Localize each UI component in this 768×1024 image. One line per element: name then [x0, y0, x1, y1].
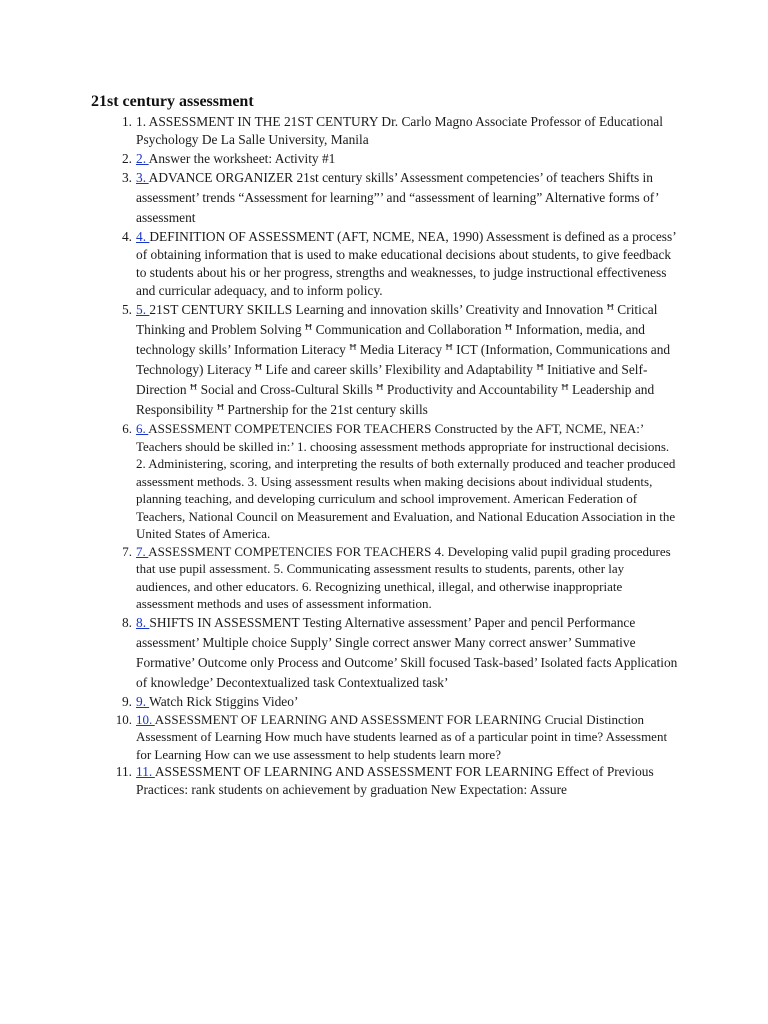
document-title: 21st century assessment: [91, 93, 254, 110]
slide-link[interactable]: 11.: [136, 764, 155, 779]
slide-link[interactable]: 9.: [136, 693, 150, 709]
list-item-text: 21ST CENTURY SKILLS Learning and innovation skills’ Creativity and Innovation ꟸ Critical Thinking and Problem Solving ꟸ Communication and Collaboration ꟸ Information, media, and technology skills’ Information Literacy ꟸ Media Literacy ꟸ ICT (Information, Communications and Technology) Literacy ꟸ Life and career skills’ Flexibility and Adaptability ꟸ Initiative and Self-Direction ꟸ Social and Cross-Cultural Skills ꟸ Productivity and Accountability ꟸ Leadership and Responsibility ꟸ Partnership for the 21st century skills: [136, 302, 671, 417]
list-item-text: 1. ASSESSMENT IN THE 21ST CENTURY Dr. Carlo Magno Associate Professor of Educational Psychology De La Salle University, Manila: [136, 114, 663, 147]
list-item: [0, 168, 681, 228]
list-item: [0, 543, 681, 613]
list-item-text: ASSESSMENT COMPETENCIES FOR TEACHERS 4. Developing valid pupil grading procedures that use pupil assessment. 5. Communicating assessment results to students, parents, other lay audiences, and other educators. 6. Recognizing unethical, illegal, and otherwise inappropriate assessment methods and uses of assessment information.: [136, 543, 671, 611]
list-item: [0, 693, 681, 711]
list-number: 3.: [121, 170, 132, 185]
list-item: [0, 420, 681, 543]
slide-link[interactable]: 8.: [136, 614, 150, 630]
list-item-text: ASSESSMENT COMPETENCIES FOR TEACHERS Constructed by the AFT, NCME, NEA:’ Teachers should be skilled in:’ 1. choosing assessment methods appropriate for instructional decisions. 2. Administering, scoring, and interpreting the results of both externally produced and teacher produced assessment methods. 3. Using assessment results when making decisions about individual students, planning teaching, and developing curriculum and school improvement. American Federation of Teachers, National Council on Measurement and Evaluation, and National Education Association in the United States of America.: [136, 421, 676, 541]
list-item-text: ASSESSMENT OF LEARNING AND ASSESSMENT FOR LEARNING Crucial Distinction Assessment of Learning How much have students learned as of a particular point in time? Assessment for Learning How can we use assessment to help students learn more?: [136, 711, 668, 762]
list-number: 11.: [115, 764, 132, 779]
list-item-text: DEFINITION OF ASSESSMENT (AFT, NCME, NEA, 1990) Assessment is defined as a process’ of obtaining information that is used to make educational decisions about students, to give feedback to students about his or her progress, strengths and weaknesses, to judge instructional effectiveness and curricular adequacy, and to inform policy.: [136, 229, 676, 298]
list-number: 9.: [121, 693, 132, 709]
slide-link[interactable]: 2.: [136, 151, 149, 166]
slide-link[interactable]: 5.: [136, 302, 150, 317]
list-number: 10.: [115, 711, 132, 727]
list-item: [0, 113, 681, 149]
slide-link[interactable]: 7.: [136, 543, 149, 559]
list-item: [0, 613, 681, 693]
slide-link[interactable]: 3.: [136, 170, 149, 185]
slide-link[interactable]: 6.: [136, 421, 149, 436]
list-item: [0, 763, 681, 799]
list-number: 1.: [121, 114, 132, 129]
list-item-text: ASSESSMENT OF LEARNING AND ASSESSMENT FOR LEARNING Effect of Previous Practices: rank students on achievement by graduation New Expectation: Assure: [136, 764, 654, 797]
list-item: [0, 711, 681, 764]
slide-list: [0, 113, 768, 799]
slide-link[interactable]: 10.: [136, 711, 155, 727]
list-item-text: ADVANCE ORGANIZER 21st century skills’ Assessment competencies’ of teachers Shifts in assessment’ trends “Assessment for learning”’ and “assessment of learning” Alternative forms of’ assessment: [136, 170, 659, 225]
list-number: 2.: [121, 151, 132, 166]
list-item-text: Watch Rick Stiggins Video’: [149, 693, 299, 709]
list-item: [0, 228, 681, 300]
slide-link[interactable]: 4.: [136, 229, 150, 244]
list-item: [0, 150, 681, 168]
list-item: [0, 300, 681, 420]
list-item-text: Answer the worksheet: Activity #1: [148, 151, 336, 166]
list-number: 7.: [122, 543, 132, 559]
list-number: 4.: [121, 229, 132, 244]
list-number: 5.: [121, 302, 132, 317]
list-item-text: SHIFTS IN ASSESSMENT Testing Alternative assessment’ Paper and pencil Performance assessment’ Multiple choice Supply’ Single correct answer Many correct answer’ Summative Formative’ Outcome only Process and Outcome’ Skill focused Task-based’ Isolated facts Application of knowledge’ Decontextualized task Contextualized task’: [136, 614, 678, 690]
list-number: 8.: [121, 614, 132, 630]
list-number: 6.: [122, 421, 132, 436]
